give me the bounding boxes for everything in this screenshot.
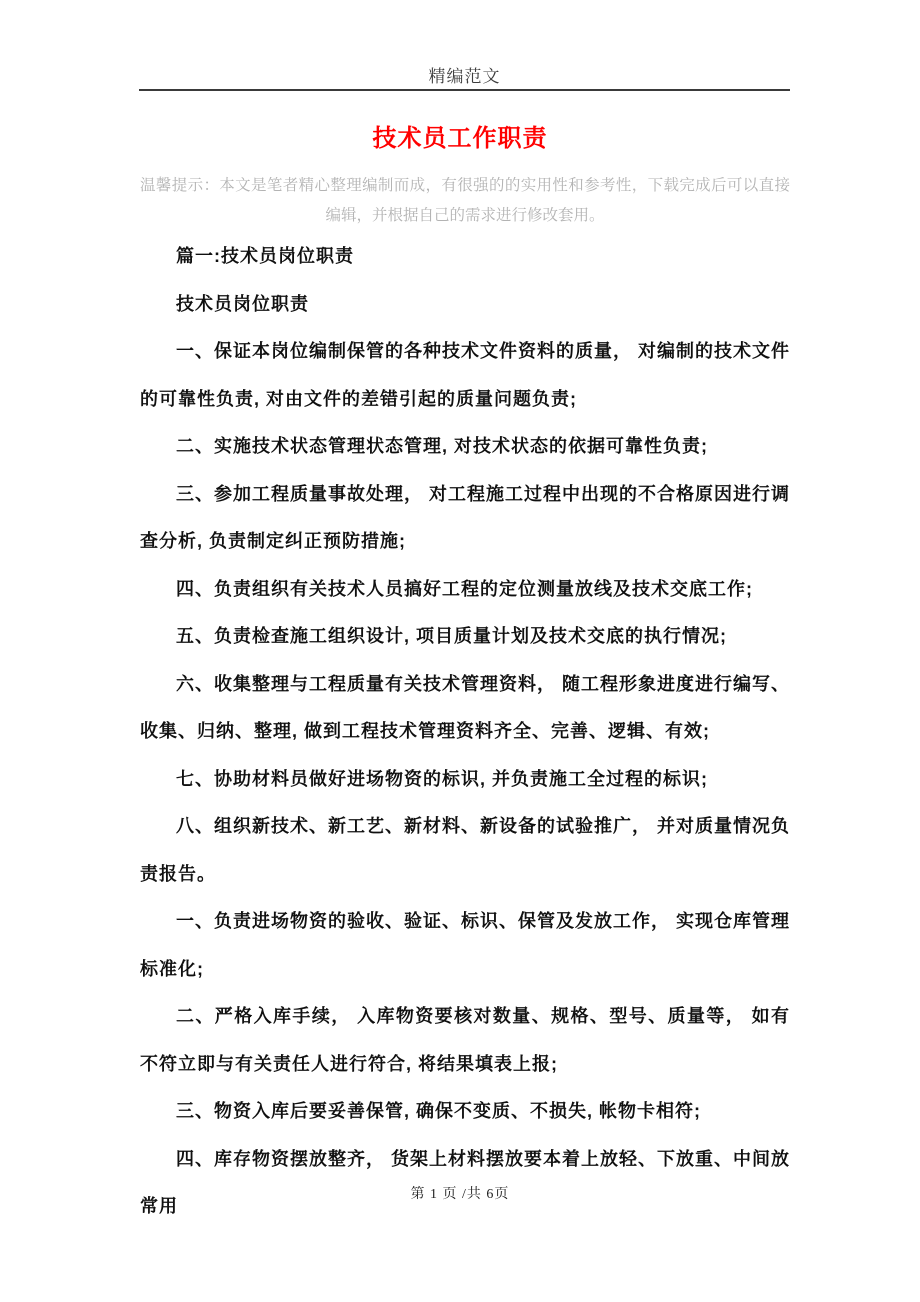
body-paragraph: 四、负责组织有关技术人员搞好工程的定位测量放线及技术交底工作; xyxy=(176,578,753,599)
page-header xyxy=(139,0,790,91)
body-paragraph: 一、保证本岗位编制保管的各种技术文件资料的质量， 对编制的技术文件的可靠性负责, 对由文件的差错引起的质量问题负责; xyxy=(140,341,790,409)
body-paragraph: 一、负责进场物资的验收、验证、标识、保管及发放工作， 实现仓库管理标准化; xyxy=(140,911,790,979)
body-paragraph: 六、收集整理与工程质量有关技术管理资料， 随工程形象进度进行编写、收集、归纳、整理, 做到工程技术管理资料齐全、完善、逻辑、有效; xyxy=(140,673,790,741)
notice-text: 温馨提示：本文是笔者精心整理编制而成，有很强的的实用性和参考性，下载完成后可以直接编辑，并根据自己的需求进行修改套用。 xyxy=(140,177,790,224)
body-paragraph: 五、负责检查施工组织设计, 项目质量计划及技术交底的执行情况; xyxy=(176,626,727,646)
page-number: 第 1 页 /共 6页 xyxy=(410,1187,510,1202)
body-paragraph: 二、严格入库手续， 入库物资要核对数量、规格、型号、质量等， 如有不符立即与有关责任人进行符合, 将结果填表上报; xyxy=(140,1006,790,1074)
body-paragraph: 七、协助材料员做好进场物资的标识, 并负责施工全过程的标识; xyxy=(176,768,708,789)
page-footer xyxy=(0,1183,920,1203)
header-text: 精编范文 xyxy=(428,67,501,86)
body-paragraph: 八、组织新技术、新工艺、新材料、新设备的试验推广， 并对质量情况负责报告。 xyxy=(140,816,790,884)
body-paragraph: 四、库存物资摆放整齐， 货架上材料摆放要本着上放轻、下放重、中间放常用 xyxy=(140,1148,790,1216)
document-title: 技术员工作职责 xyxy=(372,125,548,152)
document-body xyxy=(140,233,790,1231)
body-paragraph: 篇一:技术员岗位职责 xyxy=(176,246,354,266)
body-paragraph: 三、物资入库后要妥善保管, 确保不变质、不损失, 帐物卡相符; xyxy=(176,1101,701,1121)
body-paragraph: 三、参加工程质量事故处理， 对工程施工过程中出现的不合格原因进行调查分析, 负责制定纠正预防措施; xyxy=(140,483,790,551)
body-paragraph: 技术员岗位职责 xyxy=(176,293,309,314)
body-paragraph: 二、实施技术状态管理状态管理, 对技术状态的依据可靠性负责; xyxy=(176,436,708,456)
